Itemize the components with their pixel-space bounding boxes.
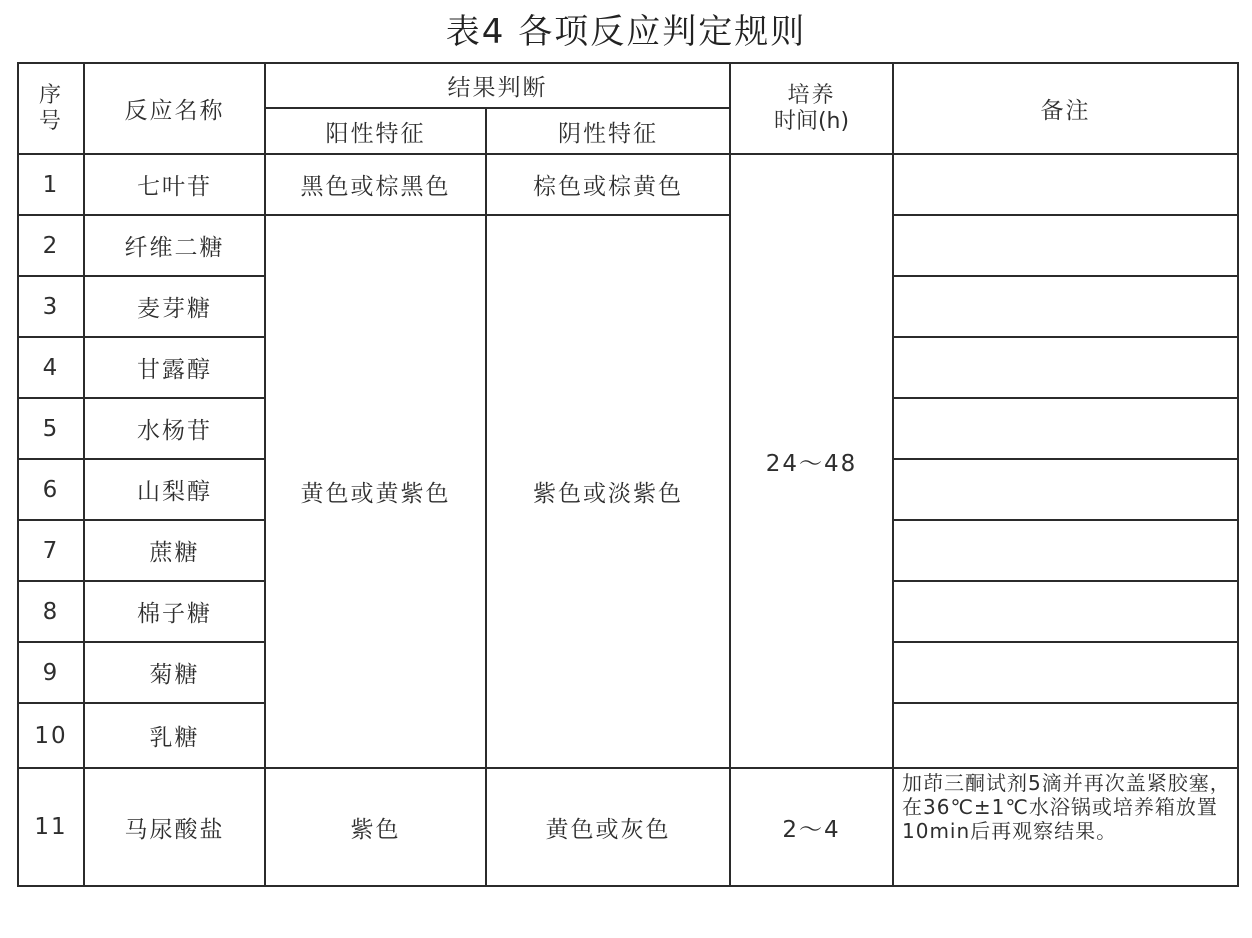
cell-remark bbox=[893, 215, 1238, 276]
cell-no: 11 bbox=[18, 768, 84, 886]
header-result: 结果判断 bbox=[265, 63, 730, 108]
cell-remark bbox=[893, 642, 1238, 703]
cell-remark bbox=[893, 459, 1238, 520]
header-row-1 bbox=[18, 63, 1238, 108]
cell-remark bbox=[893, 581, 1238, 642]
cell-positive: 黑色或棕黑色 bbox=[265, 154, 486, 215]
cell-no: 1 bbox=[18, 154, 84, 215]
cell-name: 甘露醇 bbox=[84, 337, 265, 398]
cell-negative-merged: 紫色或淡紫色 bbox=[486, 215, 730, 768]
cell-name: 蔗糖 bbox=[84, 520, 265, 581]
cell-no: 5 bbox=[18, 398, 84, 459]
cell-remark bbox=[893, 398, 1238, 459]
cell-name: 棉子糖 bbox=[84, 581, 265, 642]
cell-no: 3 bbox=[18, 276, 84, 337]
header-no-line1: 序 bbox=[38, 82, 63, 108]
cell-remark bbox=[893, 154, 1238, 215]
cell-no: 7 bbox=[18, 520, 84, 581]
cell-no: 8 bbox=[18, 581, 84, 642]
cell-time-merged: 24～48 bbox=[730, 154, 893, 768]
cell-time: 2～4 bbox=[730, 768, 893, 886]
cell-remark bbox=[893, 337, 1238, 398]
table-row bbox=[18, 768, 1238, 886]
header-positive: 阳性特征 bbox=[265, 108, 486, 154]
cell-remark bbox=[893, 520, 1238, 581]
cell-positive-merged: 黄色或黄紫色 bbox=[265, 215, 486, 768]
header-name: 反应名称 bbox=[84, 63, 265, 154]
table-row bbox=[18, 215, 1238, 276]
cell-negative: 棕色或棕黄色 bbox=[486, 154, 730, 215]
cell-no: 2 bbox=[18, 215, 84, 276]
cell-remark bbox=[893, 276, 1238, 337]
cell-name: 菊糖 bbox=[84, 642, 265, 703]
table-title: 表4 各项反应判定规则 bbox=[445, 12, 807, 52]
header-no bbox=[18, 63, 84, 154]
cell-no: 10 bbox=[18, 703, 84, 768]
cell-no: 9 bbox=[18, 642, 84, 703]
cell-remark bbox=[893, 703, 1238, 768]
header-no-line2: 号 bbox=[38, 108, 63, 134]
cell-name: 七叶苷 bbox=[84, 154, 265, 215]
cell-name: 麦芽糖 bbox=[84, 276, 265, 337]
header-time-line2: 时间(h) bbox=[773, 108, 850, 134]
table-row bbox=[18, 154, 1238, 215]
cell-name: 水杨苷 bbox=[84, 398, 265, 459]
cell-name: 乳糖 bbox=[84, 703, 265, 768]
cell-no: 6 bbox=[18, 459, 84, 520]
cell-remark-note: 加茚三酮试剂5滴并再次盖紧胶塞，在36℃±1℃水浴锅或培养箱放置10min后再观察结果。 bbox=[893, 768, 1238, 886]
header-time bbox=[730, 63, 893, 154]
cell-name: 山梨醇 bbox=[84, 459, 265, 520]
reaction-rules-table bbox=[17, 62, 1239, 887]
header-time-line1: 培养 bbox=[787, 82, 836, 108]
header-negative: 阴性特征 bbox=[486, 108, 730, 154]
cell-negative: 黄色或灰色 bbox=[486, 768, 730, 886]
header-remark: 备注 bbox=[893, 63, 1238, 154]
cell-positive: 紫色 bbox=[265, 768, 486, 886]
cell-name: 马尿酸盐 bbox=[84, 768, 265, 886]
cell-no: 4 bbox=[18, 337, 84, 398]
cell-name: 纤维二糖 bbox=[84, 215, 265, 276]
